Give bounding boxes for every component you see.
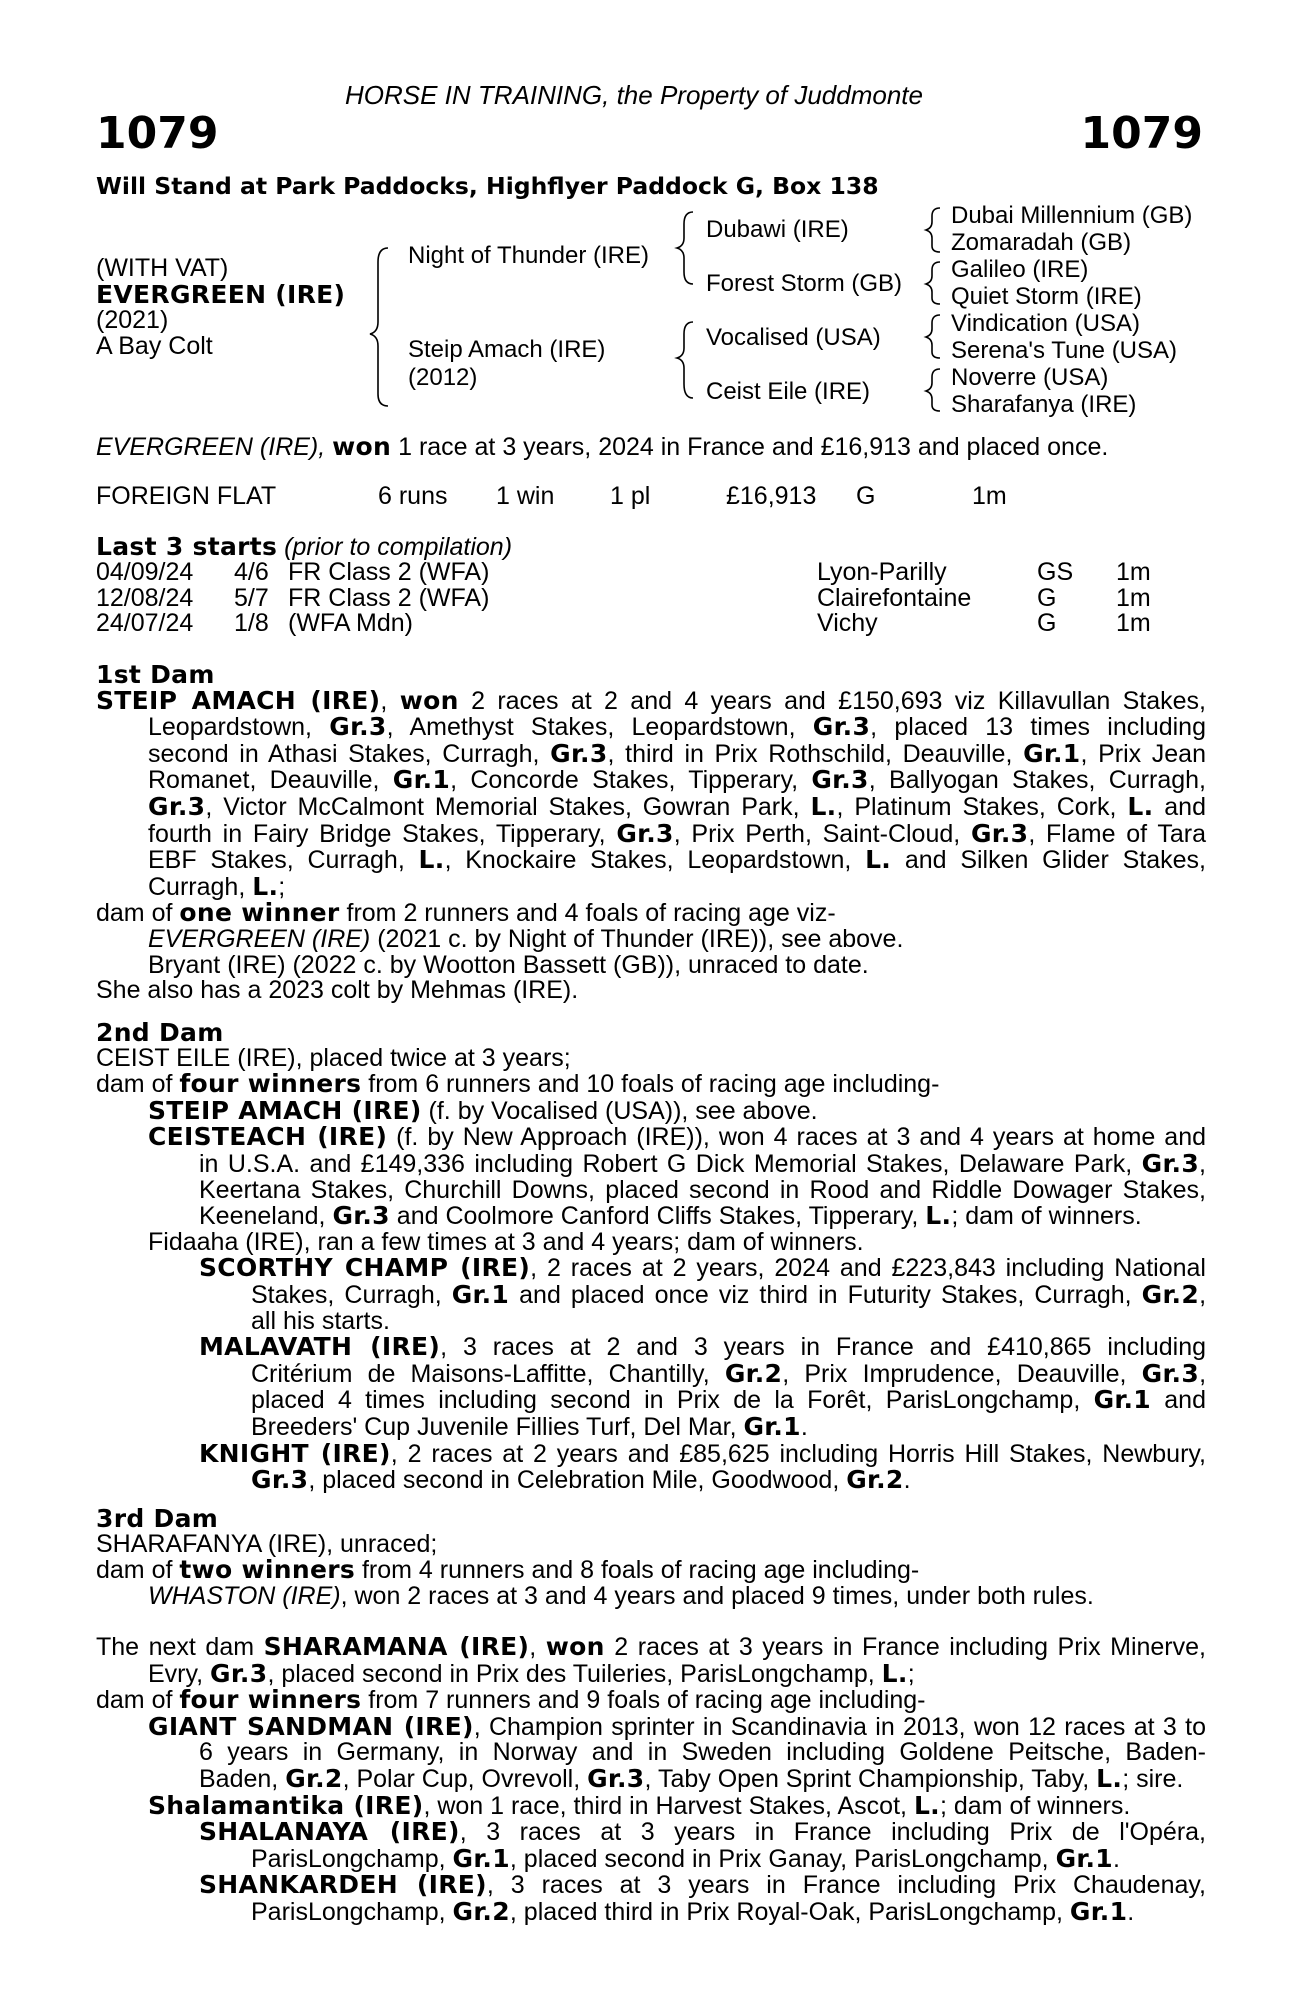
first-dam-line: Curragh, L.; <box>148 871 286 901</box>
record-placed: 1 pl <box>610 482 651 510</box>
pedigree-sire-dam: Forest Storm (GB) <box>706 270 903 297</box>
start-date: 04/09/24 <box>96 558 194 586</box>
race-summary <box>96 434 1108 461</box>
third-dam-line: dam of two winners from 4 runners and 8 foals of racing age including- <box>96 1555 920 1585</box>
start-course: Clairefontaine <box>817 583 972 612</box>
third-dam-line: WHASTON (IRE), won 2 races at 3 and 4 years and placed 9 times, under both rules. <box>148 1581 1094 1610</box>
horse-description: A Bay Colt <box>96 332 213 360</box>
second-dam-line: Breeders' Cup Juvenile Fillies Turf, Del Mar, Gr.1. <box>251 1411 808 1441</box>
second-dam-line: all his starts. <box>251 1306 390 1335</box>
page-header-title: HORSE IN TRAINING, the Property of Juddmonte <box>345 80 923 110</box>
pedigree-sire-sire: Dubawi (IRE) <box>706 216 849 243</box>
last-starts-note: (prior to compilation) <box>284 533 513 561</box>
next-dam-line: Shalamantika (IRE), won 1 race, third in Harvest Stakes, Ascot, L.; dam of winners. <box>148 1790 1131 1820</box>
summary-won: won <box>332 432 392 461</box>
record-distance: 1m <box>972 482 1007 510</box>
start-going: GS <box>1037 558 1074 586</box>
record-category: FOREIGN FLAT <box>96 482 277 510</box>
first-dam-line: Gr.3, Victor McCalmont Memorial Stakes, Gowran Park, L., Platinum Stakes, Cork, L. and <box>148 791 1206 821</box>
first-dam-line: She also has a 2023 colt by Mehmas (IRE). <box>96 976 579 1005</box>
start-distance: 1m <box>1116 583 1151 612</box>
first-dam-line: STEIP AMACH (IRE), won 2 races at 2 and 4 years and £150,693 viz Killavullan Stakes, <box>96 685 1206 715</box>
second-dam-line: Gr.3, placed second in Celebration Mile, Goodwood, Gr.2. <box>251 1465 911 1495</box>
pedigree-dam-sire: Vocalised (USA) <box>706 324 881 351</box>
start-distance: 1m <box>1116 609 1151 638</box>
next-dam-line: Evry, Gr.3, placed second in Prix des Tuileries, ParisLongchamp, L.; <box>148 1658 915 1688</box>
start-position: 5/7 <box>234 583 269 612</box>
pedigree-g3-4: Quiet Storm (IRE) <box>951 283 1142 310</box>
start-distance: 1m <box>1116 558 1151 586</box>
next-dam-line: ParisLongchamp, Gr.1, placed second in Prix Ganay, ParisLongchamp, Gr.1. <box>251 1843 1120 1873</box>
next-dam-line: 6 years in Germany, in Norway and in Sweden including Goldene Peitsche, Baden- <box>199 1738 1206 1767</box>
summary-text: 1 race at 3 years, 2024 in France and £16,913 and placed once. <box>398 433 1109 461</box>
lot-number-right: 1079 <box>1080 108 1203 159</box>
record-going: G <box>856 482 876 510</box>
start-race: (WFA Mdn) <box>288 609 414 638</box>
second-dam-line: STEIP AMACH (IRE) (f. by Vocalised (USA)), see above. <box>148 1095 818 1125</box>
second-dam-line: Keertana Stakes, Churchill Downs, placed second in Rood and Riddle Dowager Stakes, <box>199 1175 1206 1204</box>
first-dam-line: EBF Stakes, Curragh, L., Knockaire Stakes, Leopardstown, L. and Silken Glider Stakes, <box>148 845 1206 875</box>
next-dam-line: SHALANAYA (IRE), 3 races at 3 years in France including Prix de l'Opéra, <box>199 1817 1206 1847</box>
second-dam-line: in U.S.A. and £149,336 including Robert G Dick Memorial Stakes, Delaware Park, Gr.3, <box>199 1148 1206 1178</box>
first-dam-line: second in Athasi Stakes, Curragh, Gr.3, third in Prix Rothschild, Deauville, Gr.1, Prix Jean <box>148 738 1206 768</box>
start-course: Vichy <box>817 609 878 638</box>
next-dam-line: dam of four winners from 7 runners and 9 foals of racing age including- <box>96 1685 926 1715</box>
start-going: G <box>1037 583 1057 612</box>
horse-name: EVERGREEN (IRE) <box>96 280 346 309</box>
pedigree-dam: Steip Amach (IRE) <box>408 336 606 363</box>
second-dam-line: CEISTEACH (IRE) (f. by New Approach (IRE)), won 4 races at 3 and 4 years at home and <box>148 1122 1206 1152</box>
start-position: 4/6 <box>234 558 269 586</box>
pedigree-g3-8: Sharafanya (IRE) <box>951 391 1137 418</box>
next-dam-line: The next dam SHARAMANA (IRE), won 2 races at 3 years in France including Prix Minerve, <box>96 1632 1206 1661</box>
pedigree-g3-2: Zomaradah (GB) <box>951 229 1132 256</box>
first-dam-line: Leopardstown, Gr.3, Amethyst Stakes, Leopardstown, Gr.3, placed 13 times including <box>148 712 1206 742</box>
pedigree-dam-dam: Ceist Eile (IRE) <box>706 378 871 405</box>
pedigree-g3-1: Dubai Millennium (GB) <box>951 202 1193 229</box>
next-dam-line: GIANT SANDMAN (IRE), Champion sprinter in Scandinavia in 2013, won 12 races at 3 to <box>148 1711 1206 1741</box>
next-dam-line: ParisLongchamp, Gr.2, placed third in Prix Royal-Oak, ParisLongchamp, Gr.1. <box>251 1896 1135 1926</box>
third-dam-section <box>96 1506 1206 1609</box>
horse-year: (2021) <box>96 306 169 334</box>
start-position: 1/8 <box>234 609 269 638</box>
next-dam-line: SHANKARDEH (IRE), 3 races at 3 years in France including Prix Chaudenay, <box>199 1870 1206 1900</box>
third-dam-line: SHARAFANYA (IRE), unraced; <box>96 1529 438 1558</box>
pedigree-g3-7: Noverre (USA) <box>951 364 1109 391</box>
pedigree-g3-3: Galileo (IRE) <box>951 256 1089 283</box>
first-dam-line: fourth in Fairy Bridge Stakes, Tipperary, Gr.3, Prix Perth, Saint-Cloud, Gr.3, Flame of Tara <box>148 818 1206 848</box>
second-dam-line: Stakes, Curragh, Gr.1 and placed once viz third in Futurity Stakes, Curragh, Gr.2, <box>251 1279 1207 1309</box>
first-dam-line: Romanet, Deauville, Gr.1, Concorde Stakes, Tipperary, Gr.3, Ballyogan Stakes, Curragh, <box>148 765 1206 795</box>
pedigree-g3-6: Serena's Tune (USA) <box>951 337 1178 364</box>
next-dam-section <box>96 1634 1206 1926</box>
start-going: G <box>1037 609 1057 638</box>
second-dam-line: placed 4 times including second in Prix de la Forêt, ParisLongchamp, Gr.1 and <box>251 1385 1206 1415</box>
lot-number-left: 1079 <box>96 108 219 159</box>
first-dam-heading: 1st Dam <box>96 660 215 689</box>
third-dam-heading: 3rd Dam <box>96 1504 219 1533</box>
second-dam-line: dam of four winners from 6 runners and 10 foals of racing age including- <box>96 1069 940 1099</box>
first-dam-section <box>96 662 1206 1004</box>
second-dam-line: CEIST EILE (IRE), placed twice at 3 years; <box>96 1043 571 1072</box>
last-starts-title: Last 3 starts <box>96 532 278 561</box>
first-dam-line: EVERGREEN (IRE) (2021 c. by Night of Thunder (IRE)), see above. <box>148 924 904 953</box>
first-dam-line: Bryant (IRE) (2022 c. by Wootton Bassett (GB)), unraced to date. <box>148 950 869 979</box>
second-dam-line: Fidaaha (IRE), ran a few times at 3 and 4 years; dam of winners. <box>148 1227 864 1256</box>
stabling-location: Will Stand at Park Paddocks, Highflyer Paddock G, Box 138 <box>96 172 879 200</box>
pedigree-dam-year: (2012) <box>408 364 478 391</box>
second-dam-heading: 2nd Dam <box>96 1018 224 1047</box>
second-dam-line: Critérium de Maisons-Laffitte, Chantilly, Gr.2, Prix Imprudence, Deauville, Gr.3, <box>251 1358 1207 1388</box>
start-date: 24/07/24 <box>96 609 194 638</box>
record-earnings: £16,913 <box>726 482 817 510</box>
last-starts-heading <box>96 534 512 561</box>
next-dam-line: Baden, Gr.2, Polar Cup, Ovrevoll, Gr.3, Taby Open Sprint Championship, Taby, L.; sire. <box>199 1763 1184 1793</box>
start-course: Lyon-Parilly <box>817 558 947 586</box>
record-wins: 1 win <box>496 482 555 510</box>
vat-status: (WITH VAT) <box>96 254 229 282</box>
record-runs: 6 runs <box>378 482 448 510</box>
pedigree-sire: Night of Thunder (IRE) <box>408 242 649 269</box>
second-dam-section <box>96 1020 1206 1494</box>
pedigree-g3-5: Vindication (USA) <box>951 310 1140 337</box>
start-race: FR Class 2 (WFA) <box>288 583 490 612</box>
start-race: FR Class 2 (WFA) <box>288 558 490 586</box>
first-dam-line: dam of one winner from 2 runners and 4 foals of racing age viz- <box>96 898 836 928</box>
second-dam-line: KNIGHT (IRE), 2 races at 2 years and £85,625 including Horris Hill Stakes, Newbury, <box>199 1438 1206 1468</box>
second-dam-line: Keeneland, Gr.3 and Coolmore Canford Cliffs Stakes, Tipperary, L.; dam of winners. <box>199 1201 1142 1231</box>
second-dam-line: MALAVATH (IRE), 3 races at 2 and 3 years in France and £410,865 including <box>199 1332 1206 1362</box>
second-dam-line: SCORTHY CHAMP (IRE), 2 races at 2 years, 2024 and £223,843 including National <box>199 1253 1206 1283</box>
start-date: 12/08/24 <box>96 583 194 612</box>
summary-horse-name: EVERGREEN (IRE), <box>96 433 326 461</box>
